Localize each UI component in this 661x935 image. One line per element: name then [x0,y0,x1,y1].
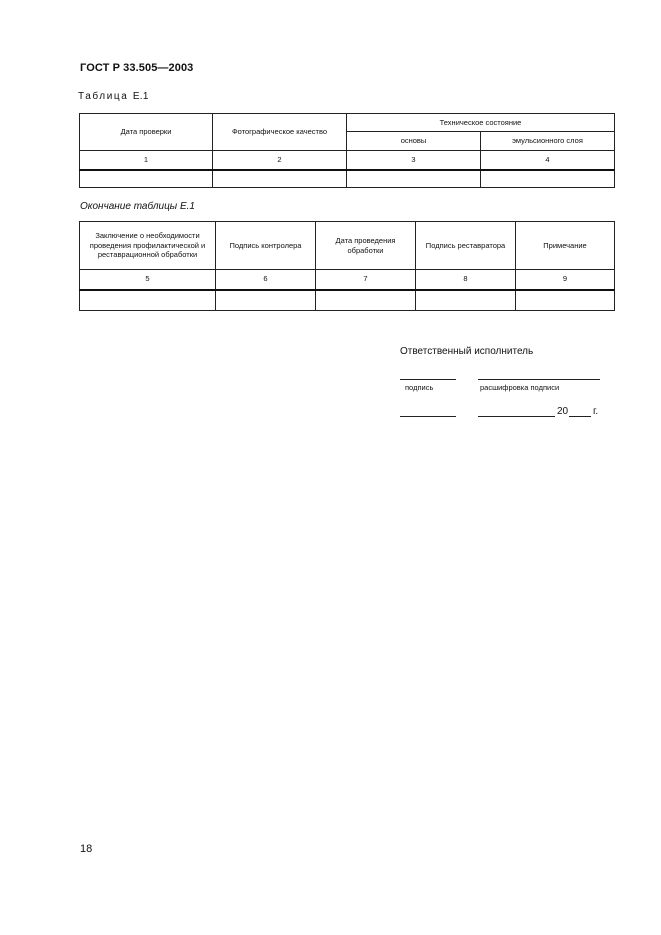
column-number: 9 [516,270,615,290]
header-note: Примечание [516,222,615,270]
empty-cell [80,170,213,188]
column-number: 6 [216,270,316,290]
empty-cell [347,170,481,188]
table-continuation-caption: Окончание таблицы Е.1 [80,201,195,212]
header-conclusion: Заключение о необходимости проведения профилактической и реставрационной обработки [80,222,216,270]
header-emulsion-layer: эмульсионного слоя [481,132,615,151]
column-number: 2 [213,151,347,170]
empty-cell [316,290,416,311]
table-caption-number: Е.1 [132,91,149,102]
document-header: ГОСТ Р 33.505—2003 [80,62,194,74]
empty-cell [516,290,615,311]
column-number: 5 [80,270,216,290]
column-number: 3 [347,151,481,170]
empty-cell [416,290,516,311]
header-treatment-date: Дата проведения обработки [316,222,416,270]
table-caption-word: Таблица [78,91,129,102]
date-day-line [400,416,456,417]
empty-cell [216,290,316,311]
header-photo-quality: Фотографическое качество [213,114,347,151]
header-base: основы [347,132,481,151]
empty-cell [213,170,347,188]
header-restorer-signature: Подпись реставратора [416,222,516,270]
page-number: 18 [80,843,93,855]
header-controller-signature: Подпись контролера [216,222,316,270]
technical-state-table [79,113,615,188]
signature-caption: подпись [405,383,434,392]
column-number: 7 [316,270,416,290]
signature-line [400,379,456,380]
column-number: 1 [80,151,213,170]
year-suffix: г. [593,406,599,417]
name-decode-line [478,379,600,380]
column-number: 8 [416,270,516,290]
table-caption [78,91,149,102]
name-decode-caption: расшифровка подписи [480,383,560,392]
treatment-table [79,221,615,311]
column-number: 4 [481,151,615,170]
header-date-checked: Дата проверки [80,114,213,151]
date-month-line [478,416,555,417]
header-technical-state: Техническое состояние [347,114,615,132]
year-prefix: 20 [557,406,569,417]
responsible-person-label: Ответственный исполнитель [400,346,534,357]
year-line [569,416,591,417]
empty-cell [80,290,216,311]
empty-cell [481,170,615,188]
